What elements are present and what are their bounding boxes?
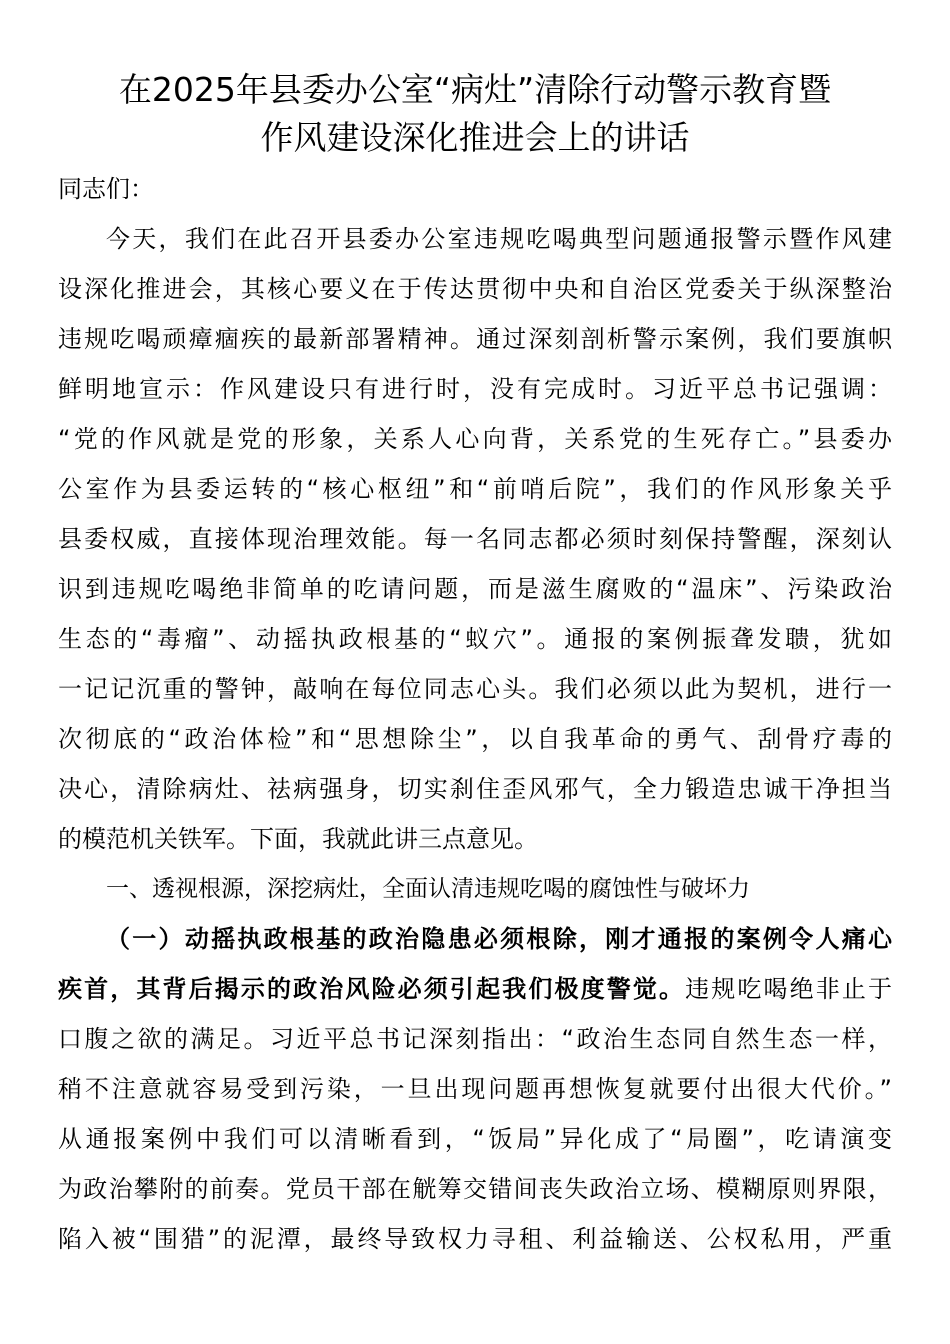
intro-line: 的模范机关铁军。下面，我就此讲三点意见。 <box>58 825 538 853</box>
intro-line: 生态的“毒瘤”、动摇执政根基的“蚁穴”。通报的案例振聋发聩，犹如 <box>58 625 892 653</box>
intro-line: 违规吃喝顽瘴痼疾的最新部署精神。通过深刻剖析警示案例，我们要旗帜 <box>58 325 892 353</box>
body-line: 口腹之欲的满足。习近平总书记深刻指出：“政治生态同自然生态一样， <box>58 1025 892 1053</box>
intro-line: 决心，清除病灶、祛病强身，切实刹住歪风邪气，全力锻造忠诚干净担当 <box>58 775 892 803</box>
document-title-line-2: 作风建设深化推进会上的讲话 <box>260 118 690 157</box>
intro-line: 设深化推进会，其核心要义在于传达贯彻中央和自治区党委关于纵深整治 <box>58 275 892 303</box>
intro-line: 今天，我们在此召开县委办公室违规吃喝典型问题通报警示暨作风建 <box>106 225 892 253</box>
intro-line: “党的作风就是党的形象，关系人心向背，关系党的生死存亡。”县委办 <box>58 425 892 453</box>
body-line: 陷入被“围猎”的泥潭，最终导致权力寻租、利益输送、公权私用，严重 <box>58 1225 892 1253</box>
document-title-line-1: 在2025年县委办公室“病灶”清除行动警示教育暨 <box>118 70 832 109</box>
intro-line: 识到违规吃喝绝非简单的吃请问题，而是滋生腐败的“温床”、污染政治 <box>58 575 892 603</box>
intro-line: 鲜明地宣示：作风建设只有进行时，没有完成时。习近平总书记强调： <box>58 375 892 403</box>
sub-heading-1: （一）动摇执政根基的政治隐患必须根除，刚才通报的案例令人痛心 <box>106 925 892 953</box>
section-heading-1: 一、透视根源，深挖病灶，全面认清违规吃喝的腐蚀性与破坏力 <box>106 876 750 902</box>
intro-line: 公室作为县委运转的“核心枢纽”和“前哨后院”，我们的作风形象关乎 <box>58 475 892 503</box>
body-line: 稍不注意就容易受到污染，一旦出现问题再想恢复就要付出很大代价。” <box>58 1075 892 1103</box>
intro-line: 一记记沉重的警钟，敲响在每位同志心头。我们必须以此为契机，进行一 <box>58 675 892 703</box>
body-line: 从通报案例中我们可以清晰看到，“饭局”异化成了“局圈”，吃请演变 <box>58 1125 892 1153</box>
sub-heading-1-bold-tail: 疾首，其背后揭示的政治风险必须引起我们极度警觉。 <box>58 975 686 1003</box>
intro-line: 次彻底的“政治体检”和“思想除尘”，以自我革命的勇气、刮骨疗毒的 <box>58 725 892 753</box>
intro-line: 县委权威，直接体现治理效能。每一名同志都必须时刻保持警醒，深刻认 <box>58 525 892 553</box>
sub-heading-1-continuation <box>58 972 892 1006</box>
body-text-start: 违规吃喝绝非止于 <box>685 975 893 1003</box>
body-line: 为政治攀附的前奏。党员干部在觥筹交错间丧失政治立场、模糊原则界限， <box>58 1175 892 1203</box>
salutation: 同志们： <box>58 175 154 203</box>
